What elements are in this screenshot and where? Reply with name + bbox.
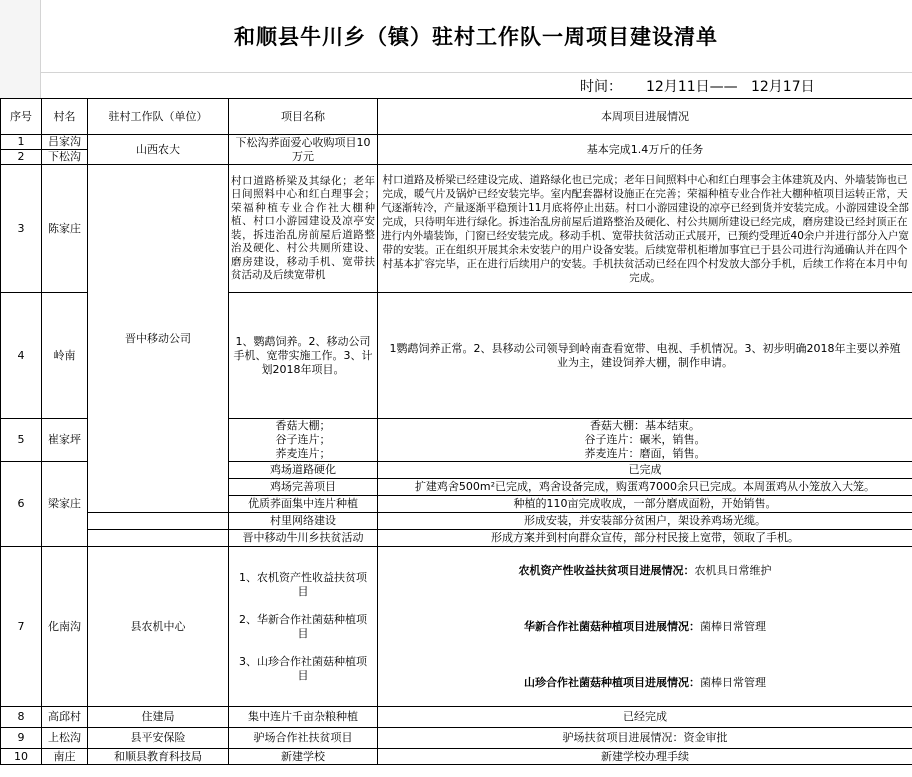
table-row [1,707,912,728]
progress-item [380,564,910,578]
cell-project: 晋中移动牛川乡扶贫活动 [229,530,378,547]
cell-no: 4 [1,293,42,419]
progress-body: 菌棒日常管理 [700,619,766,633]
cell-progress: 已经完成 [378,707,912,728]
cell-progress [378,547,912,707]
cell-no: 5 [1,419,42,462]
cell-progress: 种植的110亩完成收成，一部分磨成面粉，开始销售。 [378,496,912,513]
cell-unit [88,530,229,547]
cell-no: 2 [1,150,42,165]
cell-no: 6 [1,462,42,547]
cell-no: 1 [1,135,42,150]
cell-village: 上松沟 [42,728,88,749]
project-line: 3、山珍合作社菌菇种植项目 [239,654,367,682]
cell-progress [378,419,912,462]
cell-project: 鸡场完善项目 [229,479,378,496]
header-cell-no: 序号 [1,99,42,135]
cell-village: 崔家坪 [42,419,88,462]
project-line: 荞麦连片； [275,447,331,460]
progress-head: 农机资产性收益扶贫项目进展情况： [518,563,695,577]
project-line: 1、农机资产性收益扶贫项目 [239,570,367,598]
page-title: 和顺县牛川乡（镇）驻村工作队一周项目建设清单 [40,0,912,73]
cell-no: 9 [1,728,42,749]
progress-line: 香菇大棚：基本结束。 [590,419,700,432]
cell-project: 驴场合作社扶贫项目 [229,728,378,749]
cell-village: 南庄 [42,749,88,765]
table-row [1,749,912,765]
progress-body: 菌棒日常管理 [700,675,766,689]
header-cell-unit: 驻村工作队（单位） [88,99,229,135]
project-line: 2、华新合作社菌菇种植项目 [239,612,367,640]
cell-no: 3 [1,165,42,293]
cell-project: 村里网络建设 [229,513,378,530]
cell-unit: 晋中移动公司 [88,165,229,513]
project-line: 谷子连片； [275,433,331,446]
table-row [1,135,912,150]
time-label: 时间： [580,79,622,95]
header-cell-progress: 本周项目进展情况 [378,99,912,135]
header-cell-village: 村名 [42,99,88,135]
cell-unit: 山西农大 [88,135,229,165]
cell-unit: 县农机中心 [88,547,229,707]
cell-unit: 住建局 [88,707,229,728]
header-row [1,99,912,135]
cell-unit: 和顺县教育科技局 [88,749,229,765]
table-row [1,547,912,707]
cell-project [229,547,378,707]
cell-progress: 基本完成1.4万斤的任务 [378,135,912,165]
cell-village: 高邱村 [42,707,88,728]
cell-progress: 1鹦鹉饲养正常。2、县移动公司领导到岭南查看宽带、电视、手机情况。3、初步明确2018年主要以养殖业为主，建设饲养大棚，制作申请。 [378,293,912,419]
cell-project: 新建学校 [229,749,378,765]
progress-head: 华新合作社菌菇种植项目进展情况： [524,619,700,633]
cell-progress: 村口道路及桥梁已经建设完成、道路绿化也已完成；老年日间照料中心和红白理事会主体建筑及内、外墙装饰也已完成，暖气片及锅炉已经安装完毕。室内配套器材设施正在完善；荣福种植专业合作社大棚种植项目运转正常，天气逐渐转冷，产量逐渐平稳预计11月底将停止出菇。村口小游园建设的凉亭已经到货并安装完成。小游园建设全部完成，只待明年进行绿化。拆违治乱房前屋后道路整治及硬化、村公共厕所建设已经完成，磨房建设已经封顶正在进行内外墙装饰，门窗已经安装完成。移动手机、宽带扶贫活动正式展开，已预约受理近40余户并进行部分入户宽带的安装。正在组织开展其余未安装户的用户设备安装。后续宽带机柜增加事宜已于县公司进行沟通确认并在四个村基本扩容完毕，正在进行后续用户的安装。手机扶贫活动已经在四个村发放大部分手机，后续工作将在本月中旬完成。 [378,165,912,293]
cell-project: 村口道路桥梁及其绿化；老年日间照料中心和红白理事会；荣福种植专业合作社大棚种植、村口小游园建设及凉亭安装，拆违治乱房前屋后道路整治及硬化、村公共厕所建设、磨房建设，移动手机、宽带扶贫活动及后续宽带机 [229,165,378,293]
progress-body: 农机具日常维护 [694,563,772,577]
cell-project: 下松沟荞面爱心收购项目10万元 [229,135,378,165]
cell-progress: 形成方案并到村向群众宣传，部分村民接上宽带，领取了手机。 [378,530,912,547]
time-value: 12月11日—— 12月17日 [646,79,815,95]
table-row [1,728,912,749]
cell-unit: 县平安保险 [88,728,229,749]
cell-progress: 新建学校办理手续 [378,749,912,765]
cell-village: 吕家沟 [42,135,88,150]
cell-project: 鸡场道路硬化 [229,462,378,479]
cell-village: 陈家庄 [42,165,88,293]
cell-unit [88,513,229,530]
table-row [1,165,912,293]
table-row [1,513,912,530]
cell-no: 10 [1,749,42,765]
time-range-row [40,72,912,99]
progress-item [380,676,910,690]
progress-head: 山珍合作社菌菇种植项目进展情况： [524,675,700,689]
header-cell-project: 项目名称 [229,99,378,135]
cell-no: 8 [1,707,42,728]
cell-village: 岭南 [42,293,88,419]
cell-village: 下松沟 [42,150,88,165]
cell-progress: 形成安装，并安装部分贫困户，架设养鸡场光缆。 [378,513,912,530]
progress-line: 荞麦连片：磨面，销售。 [584,447,706,460]
cell-progress: 驴场扶贫项目进展情况：资金审批 [378,728,912,749]
table-row [1,530,912,547]
progress-item [380,620,910,634]
cell-progress: 已完成 [378,462,912,479]
cell-project: 1、鹦鹉饲养。2、移动公司手机、宽带实施工作。3、计划2018年项目。 [229,293,378,419]
cell-progress: 扩建鸡舍500m²已完成，鸡舍设备完成，购蛋鸡7000余只已完成。本周蛋鸡从小笼放入大笼。 [378,479,912,496]
row-gutter [0,0,41,98]
cell-no: 7 [1,547,42,707]
cell-project [229,419,378,462]
cell-village: 梁家庄 [42,462,88,547]
progress-line: 谷子连片：碾米，销售。 [584,433,706,446]
cell-project: 集中连片千亩杂粮种植 [229,707,378,728]
project-table [0,98,912,765]
cell-project: 优质荞面集中连片种植 [229,496,378,513]
project-line: 香菇大棚； [275,419,331,432]
cell-village: 化南沟 [42,547,88,707]
